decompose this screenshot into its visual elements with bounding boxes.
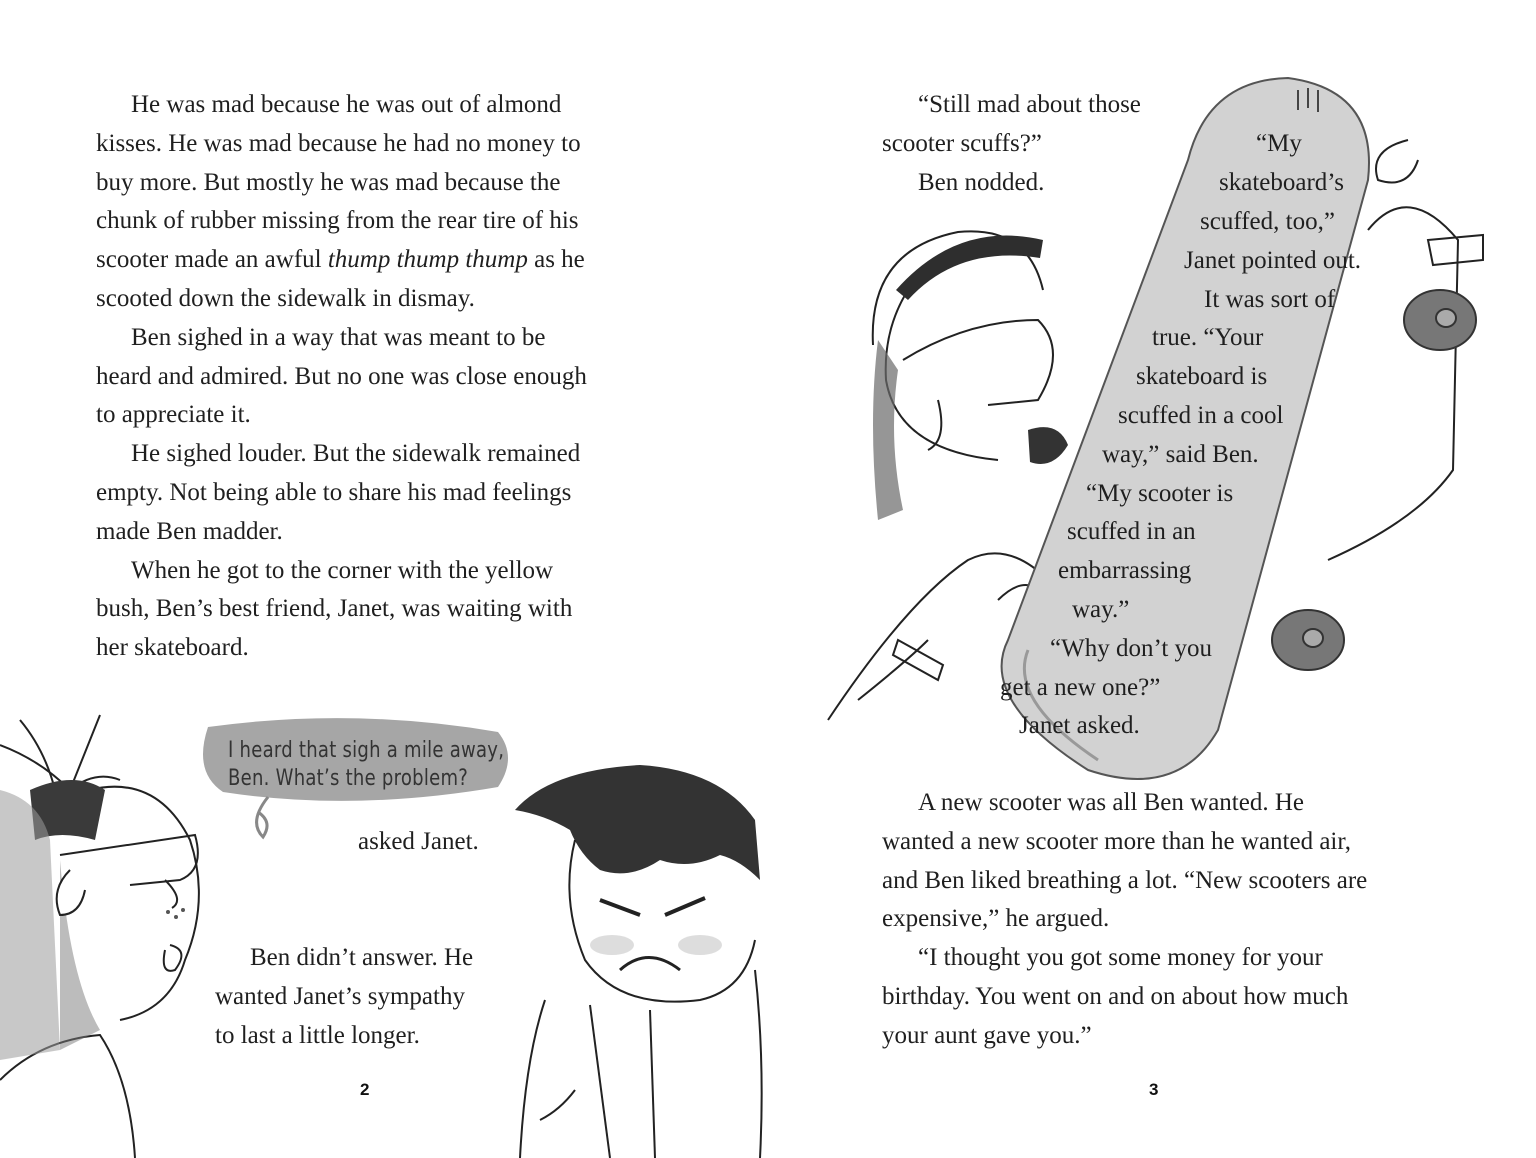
line-segment: her skateboard.	[96, 634, 249, 662]
wrap-line: way,” said Ben.	[1102, 441, 1259, 468]
line-segment: empty. Not being able to share his mad feelings	[96, 479, 572, 506]
paragraph-line: expensive,” he argued.	[882, 905, 1110, 933]
paragraph-line: wanted a new scooter more than he wanted air,	[882, 827, 1351, 855]
paragraph-line: “I thought you got some money for your	[918, 944, 1323, 972]
paragraph-line	[96, 124, 581, 163]
paragraph-line	[96, 201, 579, 240]
line-segment: He sighed louder. But the sidewalk remained	[131, 440, 581, 468]
wrap-line: Janet asked.	[1019, 712, 1140, 739]
paragraph-line: birthday. You went on and on about how much	[882, 983, 1349, 1010]
wrap-line: way.”	[1072, 596, 1130, 623]
paragraph-line	[96, 512, 283, 551]
wrap-line: Ben nodded.	[918, 169, 1045, 196]
line-segment: to appreciate it.	[96, 401, 251, 429]
line-segment: kisses. He was mad because he had no money to	[96, 129, 581, 157]
wrap-line: It was sort of	[1204, 286, 1336, 313]
wrap-line: Janet pointed out.	[1184, 247, 1362, 274]
line-segment: bush, Ben’s best friend, Janet, was waiting with	[96, 595, 573, 623]
paragraph-line	[131, 85, 561, 124]
wrap-line: skateboard is	[1136, 363, 1268, 390]
paragraph-line: Ben didn’t answer. He	[250, 944, 474, 971]
line-segment: When he got to the corner with the yellow	[131, 556, 554, 584]
wrap-line: skateboard’s	[1219, 169, 1344, 196]
line-segment: buy more. But mostly he was mad because the	[96, 168, 561, 196]
speech-bubble-line-2: Ben. What’s the problem?	[228, 766, 469, 791]
paragraph-line	[131, 434, 580, 473]
wrap-line: scooter scuffs?”	[882, 130, 1042, 157]
line-segment: thump thump thump	[327, 246, 528, 274]
wrap-line: “Why don’t you	[1050, 635, 1213, 662]
paragraph-line	[96, 473, 571, 512]
line-segment: scooted down the sidewalk in dismay.	[96, 285, 475, 312]
line-segment: He was mad because he was out of almond	[131, 91, 562, 118]
line-segment: heard and admired. But no one was close enough	[96, 362, 587, 390]
paragraph-line: wanted Janet’s sympathy	[215, 982, 465, 1010]
paragraph-line	[96, 589, 572, 628]
paragraph-line	[96, 628, 249, 667]
line-segment: Ben sighed in a way that was meant to be	[131, 323, 546, 351]
paragraph-line: A new scooter was all Ben wanted. He	[918, 789, 1304, 816]
page-number-left: 2	[360, 1080, 370, 1099]
paragraph-line	[131, 551, 553, 590]
speech-bubble-line-1: I heard that sigh a mile away,	[228, 738, 505, 763]
paragraph-line: your aunt gave you.”	[882, 1021, 1092, 1049]
paragraph-line: to last a little longer.	[215, 1021, 420, 1049]
wrap-line: true. “Your	[1152, 324, 1264, 351]
wrap-line: scuffed in an	[1067, 518, 1196, 545]
right-page	[768, 0, 1536, 1158]
line-segment: as he	[527, 246, 585, 274]
paragraph-line	[96, 357, 587, 396]
wrap-line: scuffed in a cool	[1118, 402, 1284, 429]
paragraph-line	[96, 163, 560, 202]
paragraph-line	[131, 318, 545, 357]
page-number-right: 3	[1149, 1080, 1159, 1099]
wrap-line: “My scooter is	[1086, 480, 1234, 507]
wrap-line: “My	[1256, 130, 1302, 157]
line-segment: made Ben madder.	[96, 517, 283, 545]
paragraph-line	[96, 395, 251, 434]
wrap-line: get a new one?”	[1000, 674, 1161, 701]
wrap-line: embarrassing	[1058, 557, 1192, 584]
wrap-line: scuffed, too,”	[1200, 208, 1335, 235]
line-segment: chunk of rubber missing from the rear tire of his	[96, 207, 579, 235]
paragraph-line	[96, 279, 475, 318]
paragraph-line	[96, 240, 585, 279]
wrap-line: “Still mad about those	[918, 91, 1141, 118]
attribution: asked Janet.	[358, 828, 479, 855]
paragraph-line: and Ben liked breathing a lot. “New scooters are	[882, 866, 1368, 894]
line-segment: scooter made an awful	[96, 246, 328, 274]
